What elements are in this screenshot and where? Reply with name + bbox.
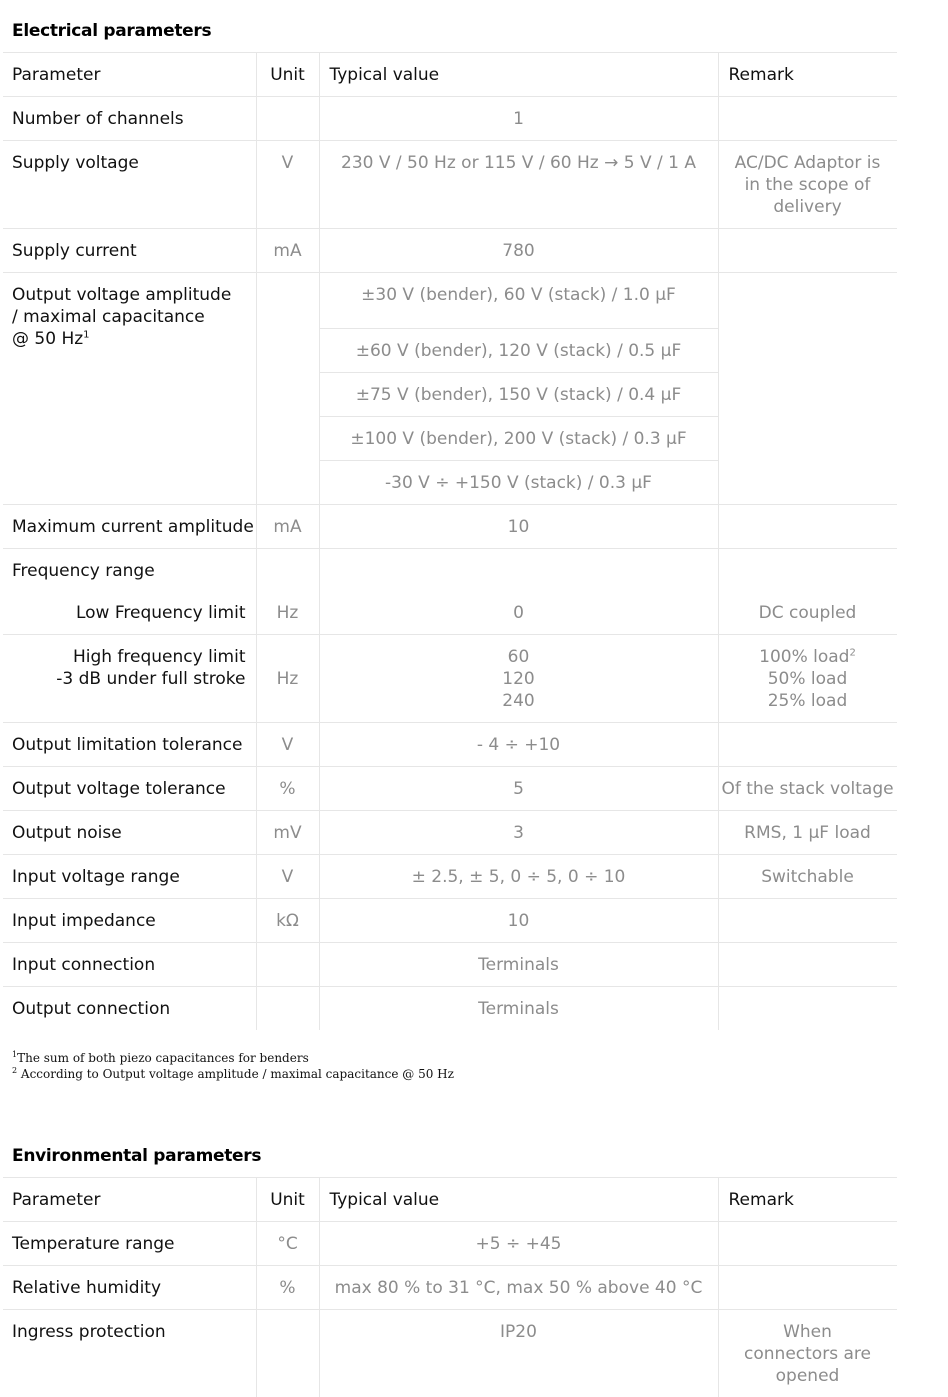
parameter-cell: Output voltage tolerance bbox=[12, 767, 256, 810]
header-typical-value: Typical value bbox=[330, 53, 718, 96]
parameter-cell bbox=[12, 635, 256, 700]
parameter-cell: Ingress protection bbox=[12, 1310, 256, 1353]
table-row bbox=[3, 592, 897, 635]
unit-cell bbox=[257, 987, 319, 1008]
table-row bbox=[3, 943, 897, 987]
value-cell: 3 bbox=[320, 811, 718, 854]
table-row bbox=[3, 1266, 897, 1310]
parameter-cell bbox=[12, 273, 256, 360]
parameter-cell: Maximum current amplitude bbox=[12, 505, 256, 548]
value-cell: Terminals bbox=[320, 943, 718, 986]
table-row bbox=[3, 635, 897, 723]
unit-cell bbox=[257, 1310, 319, 1331]
header-remark: Remark bbox=[729, 1178, 897, 1221]
value-cell: 10 bbox=[320, 505, 718, 548]
remark-cell bbox=[719, 97, 897, 118]
parameter-cell: Input impedance bbox=[12, 899, 256, 942]
remark-cell bbox=[719, 1222, 897, 1243]
table-row bbox=[3, 549, 897, 593]
parameter-cell: Relative humidity bbox=[12, 1266, 256, 1309]
footnote-mark: 2 bbox=[849, 647, 855, 658]
table-row bbox=[3, 229, 897, 273]
footnote-mark: 1 bbox=[12, 1050, 17, 1059]
parameter-cell: Output noise bbox=[12, 811, 256, 854]
value-cell: ±75 V (bender), 150 V (stack) / 0.4 µF bbox=[320, 373, 718, 416]
value-cell: ±60 V (bender), 120 V (stack) / 0.5 µF bbox=[320, 329, 718, 372]
parameter-cell: Input voltage range bbox=[12, 855, 256, 898]
table-row bbox=[3, 1222, 897, 1266]
unit-cell: % bbox=[257, 767, 319, 810]
remark-cell: AC/DC Adaptor is in the scope of delivery bbox=[719, 141, 897, 228]
value-cell bbox=[320, 635, 718, 722]
footnote-mark: 2 bbox=[12, 1066, 17, 1075]
remark-cell: RMS, 1 µF load bbox=[719, 811, 897, 854]
remark-cell bbox=[719, 229, 897, 250]
value-cell: max 80 % to 31 °C, max 50 % above 40 °C bbox=[320, 1266, 718, 1309]
footnote-text: The sum of both piezo capacitances for benders bbox=[17, 1051, 309, 1065]
unit-cell: V bbox=[257, 141, 319, 184]
value-cell: - 4 ÷ +10 bbox=[320, 723, 718, 766]
value-cell: ±30 V (bender), 60 V (stack) / 1.0 µF bbox=[320, 273, 718, 328]
value-cell: 780 bbox=[320, 229, 718, 272]
parameter-cell: Supply voltage bbox=[12, 141, 256, 184]
parameter-cell: Frequency range bbox=[12, 549, 256, 592]
header-unit: Unit bbox=[257, 1178, 319, 1221]
unit-cell: V bbox=[257, 723, 319, 766]
value-line: 120 bbox=[320, 668, 718, 690]
parameter-line: High frequency limit bbox=[12, 646, 246, 668]
unit-cell: Hz bbox=[257, 592, 319, 634]
table-row bbox=[3, 855, 897, 899]
table-row bbox=[3, 987, 897, 1031]
header-parameter: Parameter bbox=[12, 53, 256, 96]
remark-line: 50% load bbox=[719, 668, 897, 690]
footnotes bbox=[12, 1050, 454, 1082]
footnote-mark: 1 bbox=[83, 329, 89, 340]
parameter-cell: Supply current bbox=[12, 229, 256, 272]
unit-cell: V bbox=[257, 855, 319, 898]
remark-line bbox=[719, 646, 897, 668]
value-cell: -30 V ÷ +150 V (stack) / 0.3 µF bbox=[320, 461, 718, 504]
unit-cell: mA bbox=[257, 229, 319, 272]
value-cell: 10 bbox=[320, 899, 718, 942]
parameter-line: Output voltage amplitude bbox=[12, 284, 256, 306]
remark-cell bbox=[719, 723, 897, 744]
value-cell: IP20 bbox=[320, 1310, 718, 1353]
environmental-parameters-table bbox=[3, 1177, 897, 1397]
parameter-cell: Number of channels bbox=[12, 97, 256, 140]
parameter-cell: Input connection bbox=[12, 943, 256, 986]
remark-line: 25% load bbox=[719, 690, 897, 712]
table-header-row bbox=[3, 53, 897, 97]
parameter-line: -3 dB under full stroke bbox=[12, 668, 246, 690]
unit-cell: °C bbox=[257, 1222, 319, 1265]
unit-cell bbox=[257, 943, 319, 964]
unit-cell: mA bbox=[257, 505, 319, 548]
unit-cell: kΩ bbox=[257, 899, 319, 942]
value-line: 60 bbox=[320, 646, 718, 668]
parameter-cell: Temperature range bbox=[12, 1222, 256, 1265]
parameter-cell: Output connection bbox=[12, 987, 256, 1030]
footnote-text: According to Output voltage amplitude / maximal capacitance @ 50 Hz bbox=[21, 1067, 454, 1081]
remark-cell: DC coupled bbox=[719, 592, 897, 634]
remark-cell: Switchable bbox=[719, 855, 897, 898]
value-cell: +5 ÷ +45 bbox=[320, 1222, 718, 1265]
electrical-parameters-table bbox=[3, 52, 897, 1030]
remark-text: 100% load bbox=[759, 647, 849, 667]
parameter-cell: Output limitation tolerance bbox=[12, 723, 256, 766]
parameter-cell: Low Frequency limit bbox=[12, 592, 256, 634]
remark-cell bbox=[719, 505, 897, 526]
table-row bbox=[3, 505, 897, 549]
unit-cell: Hz bbox=[257, 635, 319, 700]
remark-cell: Of the stack voltage bbox=[719, 767, 897, 810]
table-row bbox=[3, 899, 897, 943]
parameter-line bbox=[12, 328, 256, 350]
value-line: 240 bbox=[320, 690, 718, 712]
value-cell: 5 bbox=[320, 767, 718, 810]
parameter-text: @ 50 Hz bbox=[12, 329, 83, 349]
table-row bbox=[3, 723, 897, 767]
table-row bbox=[3, 273, 897, 329]
remark-cell: When connectors are opened bbox=[719, 1310, 897, 1397]
environmental-section-title: Environmental parameters bbox=[12, 1146, 261, 1166]
footnote-1 bbox=[12, 1050, 454, 1066]
value-cell: 230 V / 50 Hz or 115 V / 60 Hz → 5 V / 1 A bbox=[320, 141, 718, 184]
header-typical-value: Typical value bbox=[330, 1178, 718, 1221]
remark-cell bbox=[719, 1266, 897, 1287]
value-cell: 0 bbox=[320, 592, 718, 634]
table-row bbox=[3, 97, 897, 141]
unit-cell: mV bbox=[257, 811, 319, 854]
unit-cell bbox=[257, 97, 319, 118]
value-cell: ±100 V (bender), 200 V (stack) / 0.3 µF bbox=[320, 417, 718, 460]
value-cell: ± 2.5, ± 5, 0 ÷ 5, 0 ÷ 10 bbox=[320, 855, 718, 898]
table-row bbox=[3, 811, 897, 855]
remark-cell bbox=[719, 943, 897, 964]
footnote-2 bbox=[12, 1066, 454, 1082]
remark-cell bbox=[719, 987, 897, 1008]
header-remark: Remark bbox=[729, 53, 897, 96]
unit-cell: % bbox=[257, 1266, 319, 1309]
table-row bbox=[3, 141, 897, 229]
header-unit: Unit bbox=[257, 53, 319, 96]
table-row bbox=[3, 767, 897, 811]
header-parameter: Parameter bbox=[12, 1178, 256, 1221]
value-cell: Terminals bbox=[320, 987, 718, 1030]
parameter-line: / maximal capacitance bbox=[12, 306, 256, 328]
table-header-row bbox=[3, 1178, 897, 1222]
remark-cell bbox=[719, 635, 897, 722]
electrical-section-title: Electrical parameters bbox=[12, 21, 211, 41]
value-cell: 1 bbox=[320, 97, 718, 140]
remark-cell bbox=[719, 899, 897, 920]
